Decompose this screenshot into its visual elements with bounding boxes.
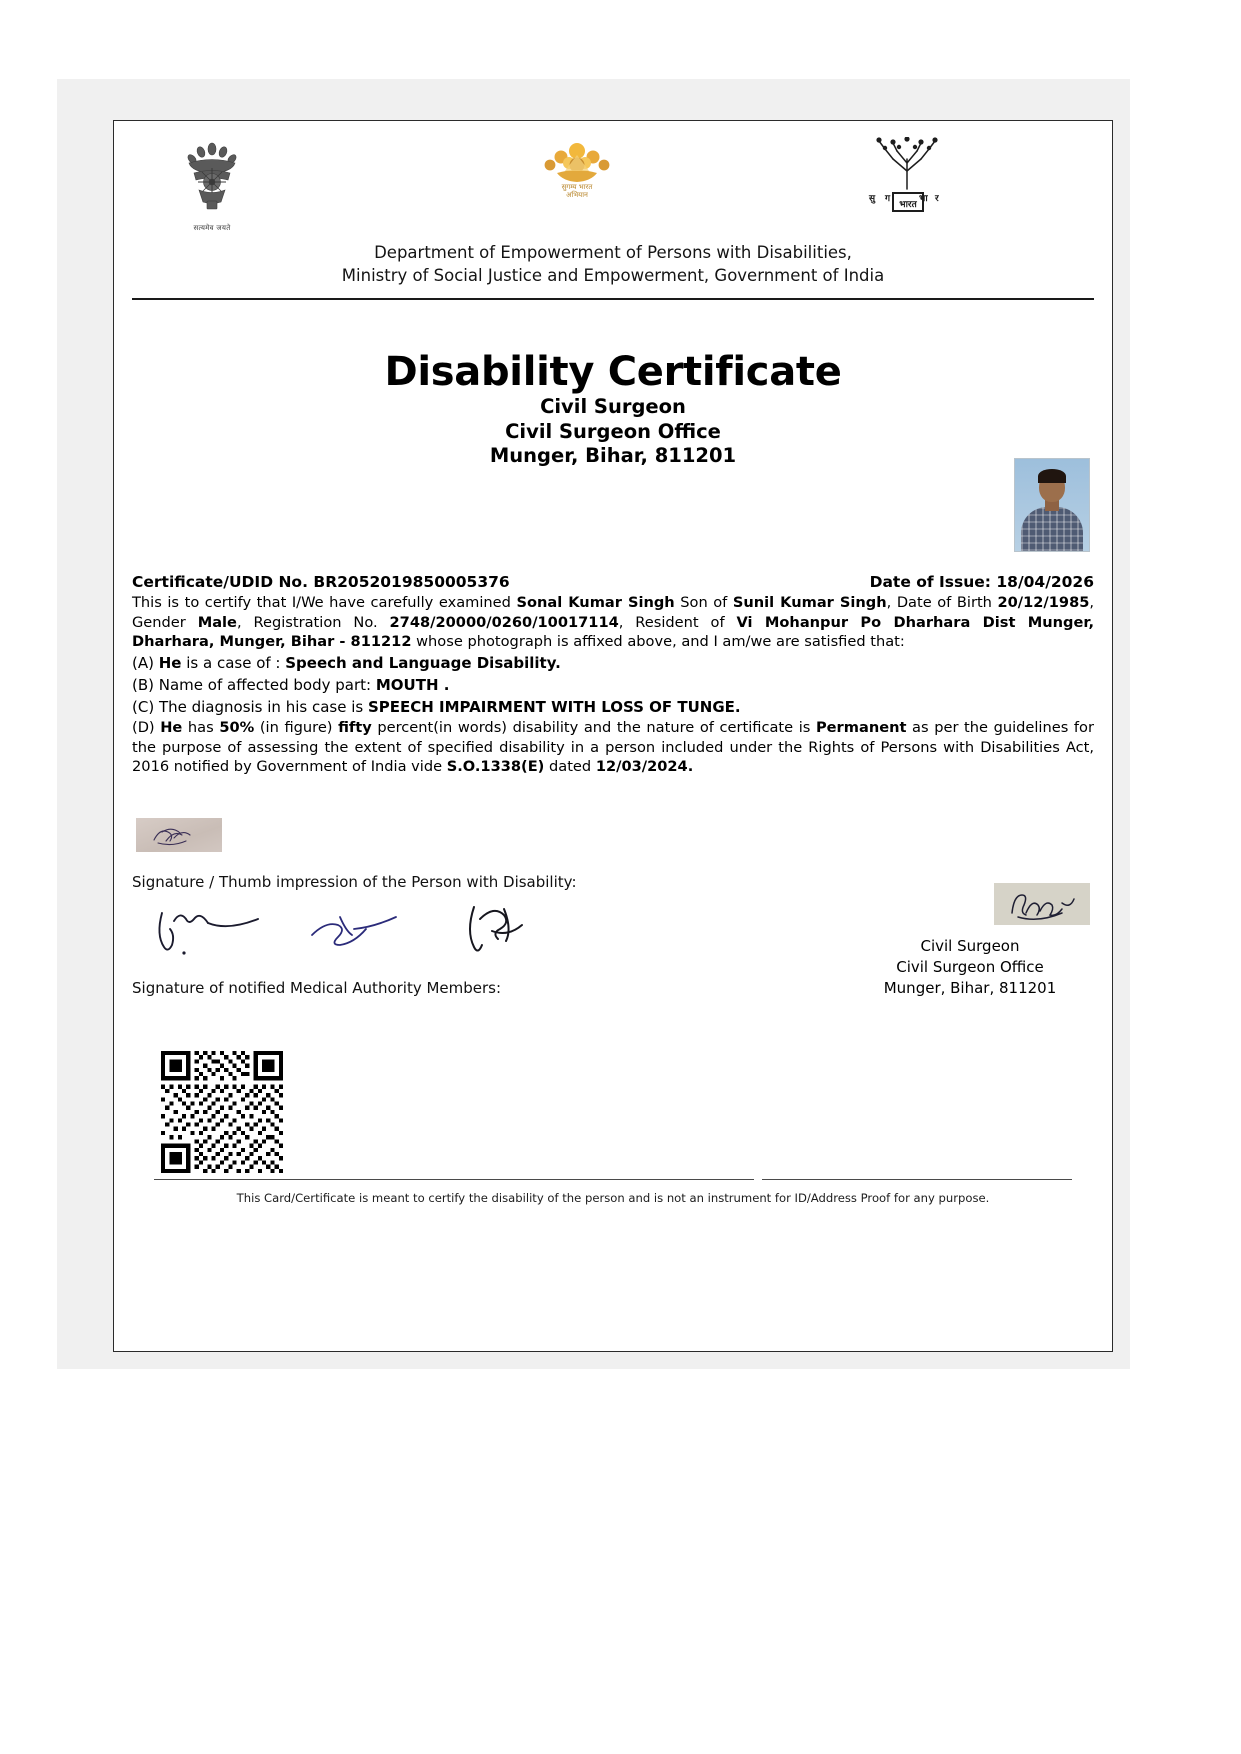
footer-divider-left xyxy=(154,1179,754,1180)
clause-b-text: (B) Name of affected body part: xyxy=(132,675,376,694)
accessible-india-tree-logo xyxy=(859,137,955,241)
medical-authority-signatures xyxy=(144,899,614,971)
issue-date-block xyxy=(870,573,1094,591)
member-signature-1 xyxy=(159,913,258,955)
clause-d-marker: (D) xyxy=(132,718,161,736)
intro-text-5: , Registration No. xyxy=(236,613,390,631)
udid-block xyxy=(132,573,510,591)
issuer-office: Civil Surgeon Office xyxy=(505,419,721,443)
clause-d-pronoun: He xyxy=(160,718,183,736)
department-heading xyxy=(114,241,1112,287)
svg-text:भा: भा xyxy=(919,194,928,204)
disability-percent-figure: 50% xyxy=(219,718,255,736)
svg-text:सुगम्य भारत: सुगम्य भारत xyxy=(561,183,593,191)
clause-d xyxy=(132,718,1094,777)
diagnosis: SPEECH IMPAIRMENT WITH LOSS OF TUNGE. xyxy=(367,697,741,716)
clause-d-infigure: (in figure) xyxy=(254,718,339,736)
clause-a-marker: (A) xyxy=(132,653,159,672)
closing-text-1: as per the guidelines for the purpose of assessing the extent of specified disability in a person included under the Rights of Persons with Disabilities Act, 2016 notified by Government of India vide xyxy=(132,718,1094,776)
registration-number: 2748/20000/0260/10017114 xyxy=(389,613,619,631)
members-signature-label: Signature of notified Medical Authority Members: xyxy=(132,979,502,997)
intro-text-7: whose photograph is affixed above, and I am/we are satisfied that: xyxy=(411,633,905,651)
person-signature-label: Signature / Thumb impression of the Person with Disability: xyxy=(132,873,577,891)
certificate-nature: Permanent xyxy=(815,718,907,736)
sugamya-bharat-logo xyxy=(529,137,625,227)
authority-location: Munger, Bihar, 811201 xyxy=(883,979,1057,997)
intro-text-6: , Resident of xyxy=(618,613,737,631)
issue-date-label: Date of Issue: xyxy=(869,573,991,591)
udid-number: BR2052019850005376 xyxy=(313,573,510,591)
clause-a xyxy=(132,653,1094,674)
footer-divider-right xyxy=(762,1179,1072,1180)
footer-disclaimer: This Card/Certificate is meant to certify the disability of the person and is not an instrument for ID/Address Proof for any purpose. xyxy=(236,1191,990,1205)
applicant-photo xyxy=(1014,458,1090,552)
clause-b xyxy=(132,675,1094,696)
intro-text-2: Son of xyxy=(674,594,733,611)
issue-date-value: 18/04/2026 xyxy=(996,573,1094,591)
date-of-birth: 20/12/1985 xyxy=(997,594,1090,611)
gender-value: Male xyxy=(197,613,237,631)
authority-designation: Civil Surgeon xyxy=(920,937,1020,955)
certificate-body xyxy=(132,573,1094,777)
affected-body-part: MOUTH . xyxy=(375,675,450,694)
issuing-authority-block xyxy=(850,936,1090,999)
header-divider xyxy=(132,298,1094,300)
department-line-2: Ministry of Social Justice and Empowerment, Government of India xyxy=(341,266,885,285)
clause-a-text: is a case of : xyxy=(181,653,286,672)
national-emblem-ashoka xyxy=(166,137,258,249)
certificate-sheet xyxy=(113,120,1113,1352)
closing-text-2: dated xyxy=(544,758,596,776)
intro-text-3: , Date of Birth xyxy=(886,594,998,611)
member-signature-3 xyxy=(470,907,522,951)
clause-d-has: has xyxy=(182,718,220,736)
svg-text:ग: ग xyxy=(885,194,891,204)
disability-type: Speech and Language Disability. xyxy=(285,653,561,672)
department-line-1: Department of Empowerment of Persons with Disabilities, xyxy=(374,243,852,262)
intro-text-1: This is to certify that I/We have carefully examined xyxy=(132,594,517,611)
clause-a-pronoun: He xyxy=(158,653,182,672)
svg-text:अभियान: अभियान xyxy=(566,191,588,199)
emblem-row xyxy=(114,121,1112,249)
issuer-location: Munger, Bihar, 811201 xyxy=(489,444,737,467)
title-block xyxy=(114,349,1112,469)
qr-code xyxy=(161,1051,283,1173)
clause-d-inwords: percent(in words) disability and the nature of certificate is xyxy=(371,718,816,736)
notification-number: S.O.1338(E) xyxy=(446,758,545,776)
intro-text-4: , Gender xyxy=(132,594,1095,631)
certificate-title: Disability Certificate xyxy=(384,349,842,395)
notification-date: 12/03/2024. xyxy=(595,758,694,776)
svg-text:भारत: भारत xyxy=(899,200,917,210)
resident-address: Vi Mohanpur Po Dharhara Dist Munger, Dharhara, Munger, Bihar - 811212 xyxy=(132,613,1095,651)
svg-text:सु: सु xyxy=(869,194,876,204)
emblem-caption: सत्यमेव जयते xyxy=(193,224,231,232)
udid-row xyxy=(132,573,1094,591)
svg-text:र: र xyxy=(935,194,939,204)
thumb-impression xyxy=(136,818,222,852)
issuer-designation: Civil Surgeon xyxy=(540,395,686,418)
clause-c xyxy=(132,697,1094,718)
udid-label: Certificate/UDID No. xyxy=(132,573,308,591)
certification-paragraph xyxy=(132,593,1094,652)
person-name: Sonal Kumar Singh xyxy=(516,594,675,611)
clause-c-text: (C) The diagnosis in his case is xyxy=(132,697,368,716)
disability-percent-words: fifty xyxy=(338,718,372,736)
member-signature-2 xyxy=(312,917,396,945)
authority-signature xyxy=(994,883,1090,925)
father-name: Sunil Kumar Singh xyxy=(732,594,887,611)
authority-office: Civil Surgeon Office xyxy=(896,958,1044,976)
